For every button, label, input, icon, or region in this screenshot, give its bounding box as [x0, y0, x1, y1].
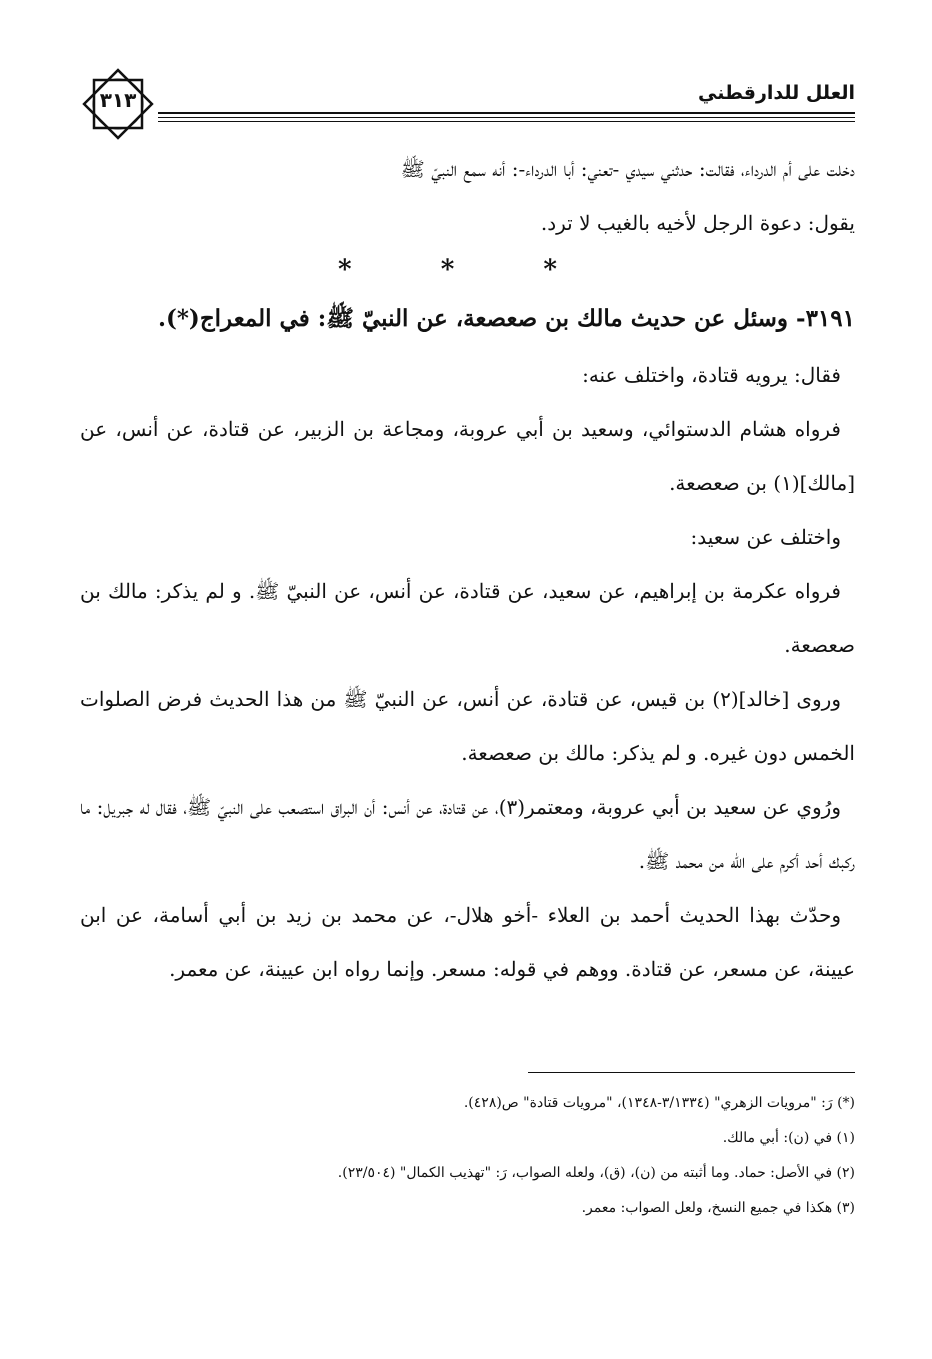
page-number-badge	[80, 66, 156, 142]
paragraph: دخلت على أم الدرداء، فقالت: حدثني سيدي -تعني: أبا الدرداء-: أنه سمع النبيّ ﷺ	[400, 157, 855, 181]
paragraph: واختلف عن سعيد:	[690, 525, 841, 549]
running-title: العلل للدارقطني	[698, 82, 855, 104]
paragraph: فرواه عكرمة بن إبراهيم، عن سعيد، عن قتادة، عن أنس، عن النبيّ ﷺ. و لم يذكر: مالك بن صعصعة.	[80, 579, 855, 657]
paragraph: وروى [خالد](٢) بن قيس، عن قتادة، عن أنس، عن النبيّ ﷺ من هذا الحديث فرض الصلوات الخمس دون غيره. و لم يذكر: مالك بن صعصعة.	[80, 687, 855, 765]
paragraph: يقول: دعوة الرجل لأخيه بالغيب لا ترد.	[540, 211, 855, 235]
footnote: (*) رَ: "مرويات الزهري" (٣/١٣٣٤-١٣٤٨)، "مرويات قتادة" ص(٤٢٨).	[463, 1095, 855, 1111]
page-number: ٣١٣	[99, 88, 137, 112]
header-rule	[158, 112, 855, 114]
paragraph: فرواه هشام الدستوائي، وسعيد بن أبي عروبة، ومجاعة بن الزبير، عن قتادة، عن أنس، عن [مالك](١) بن صعصعة.	[80, 417, 855, 495]
section-separator: * * *	[338, 255, 597, 285]
paragraph: وحدّث بهذا الحديث أحمد بن العلاء -أخو هلال-، عن محمد بن زيد بن أبي أسامة، عن ابن عيينة، عن مسعر، عن قتادة. ووهم في قوله: مسعر. وإنما رواه ابن عيينة، عن معمر.	[80, 903, 855, 981]
footnote: (٣) هكذا في جميع النسخ، ولعل الصواب: معمر.	[581, 1200, 855, 1216]
footnote: (١) في (ن): أبي مالك.	[722, 1130, 855, 1146]
section-heading: ٣١٩١- وسئل عن حديث مالك بن صعصعة، عن النبيّ ﷺ: في المعراج(*).	[158, 305, 855, 332]
paragraph: فقال: يرويه قتادة، واختلف عنه:	[582, 363, 841, 387]
page-header	[80, 66, 855, 130]
paragraph: ورُوي عن سعيد بن أبي عروبة، ومعتمر(٣)، عن قتادة، عن أنس: أن البراق استصعب على النبيّ ﷺ، فقال له جبريل: ما ركبك أحد أكرم على الله من محمد ﷺ.	[80, 795, 855, 873]
header-rule	[158, 117, 855, 118]
main-text	[80, 142, 855, 996]
header-rule	[158, 121, 855, 122]
footnotes	[80, 1086, 855, 1226]
footnote-separator	[528, 1072, 855, 1073]
footnote: (٢) في الأصل: حماد. وما أثبته من (ن)، (ق)، ولعله الصواب، رَ: "تهذيب الكمال" (٢٣/٥٠٤).	[337, 1165, 855, 1181]
